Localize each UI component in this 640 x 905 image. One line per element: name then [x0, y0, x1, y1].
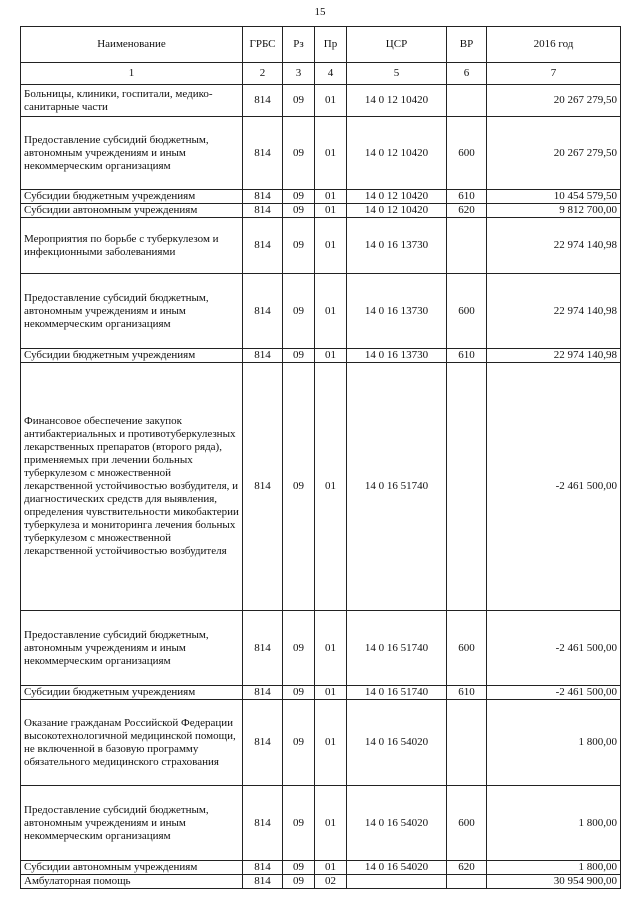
- row-name: Мероприятия по борьбе с туберкулезом и инфекционными заболеваниями: [21, 218, 243, 274]
- row-rz: 09: [283, 611, 315, 686]
- col-header-grbs: ГРБС: [243, 27, 283, 63]
- row-grbs: 814: [243, 875, 283, 889]
- row-pr: 01: [315, 117, 347, 190]
- row-amount: -2 461 500,00: [487, 686, 621, 700]
- row-pr: 02: [315, 875, 347, 889]
- row-rz: 09: [283, 861, 315, 875]
- table-index-row: [21, 63, 621, 85]
- table-row: [21, 190, 621, 204]
- table-header-row: [21, 27, 621, 63]
- row-name: Субсидии бюджетным учреждениям: [21, 190, 243, 204]
- table-row: [21, 363, 621, 611]
- row-amount: -2 461 500,00: [487, 611, 621, 686]
- col-header-year: 2016 год: [487, 27, 621, 63]
- table-row: [21, 861, 621, 875]
- col-header-pr: Пр: [315, 27, 347, 63]
- row-vr: [447, 875, 487, 889]
- row-vr: 600: [447, 786, 487, 861]
- col-header-csr: ЦСР: [347, 27, 447, 63]
- row-name: Амбулаторная помощь: [21, 875, 243, 889]
- col-header-name: Наименование: [21, 27, 243, 63]
- row-csr: 14 0 16 54020: [347, 700, 447, 786]
- row-pr: 01: [315, 686, 347, 700]
- row-amount: 20 267 279,50: [487, 117, 621, 190]
- row-name: Предоставление субсидий бюджетным, автономным учреждениям и иным некоммерческим организациям: [21, 274, 243, 349]
- row-vr: [447, 218, 487, 274]
- row-grbs: 814: [243, 786, 283, 861]
- row-grbs: 814: [243, 274, 283, 349]
- col-index: 5: [347, 63, 447, 85]
- row-csr: 14 0 16 54020: [347, 861, 447, 875]
- row-csr: 14 0 12 10420: [347, 190, 447, 204]
- row-rz: 09: [283, 218, 315, 274]
- row-grbs: 814: [243, 85, 283, 117]
- table-row: [21, 274, 621, 349]
- table-row: [21, 85, 621, 117]
- row-name: Оказание гражданам Российской Федерации высокотехнологичной медицинской помощи, не включенной в базовую программу обязательного медицинского страхования: [21, 700, 243, 786]
- row-pr: 01: [315, 85, 347, 117]
- table-row: [21, 349, 621, 363]
- row-grbs: 814: [243, 204, 283, 218]
- row-vr: 620: [447, 861, 487, 875]
- row-pr: 01: [315, 204, 347, 218]
- row-grbs: 814: [243, 218, 283, 274]
- table-row: [21, 117, 621, 190]
- row-grbs: 814: [243, 700, 283, 786]
- row-amount: 22 974 140,98: [487, 349, 621, 363]
- table-row: [21, 611, 621, 686]
- row-csr: 14 0 16 51740: [347, 611, 447, 686]
- col-index: 7: [487, 63, 621, 85]
- row-vr: 610: [447, 686, 487, 700]
- row-amount: -2 461 500,00: [487, 363, 621, 611]
- row-grbs: 814: [243, 117, 283, 190]
- row-csr: 14 0 16 13730: [347, 349, 447, 363]
- row-rz: 09: [283, 85, 315, 117]
- col-header-rz: Рз: [283, 27, 315, 63]
- col-index: 4: [315, 63, 347, 85]
- page-number: 15: [314, 6, 326, 18]
- row-rz: 09: [283, 686, 315, 700]
- row-pr: 01: [315, 700, 347, 786]
- row-pr: 01: [315, 786, 347, 861]
- row-rz: 09: [283, 786, 315, 861]
- row-amount: 1 800,00: [487, 861, 621, 875]
- row-rz: 09: [283, 117, 315, 190]
- row-rz: 09: [283, 190, 315, 204]
- table-row: [21, 700, 621, 786]
- row-vr: 600: [447, 274, 487, 349]
- row-name: Субсидии бюджетным учреждениям: [21, 686, 243, 700]
- row-vr: [447, 700, 487, 786]
- row-pr: 01: [315, 363, 347, 611]
- row-pr: 01: [315, 274, 347, 349]
- row-csr: 14 0 12 10420: [347, 204, 447, 218]
- table-row: [21, 204, 621, 218]
- table-row: [21, 218, 621, 274]
- row-grbs: 814: [243, 190, 283, 204]
- row-vr: 610: [447, 190, 487, 204]
- row-amount: 1 800,00: [487, 700, 621, 786]
- row-name: Больницы, клиники, госпитали, медико-санитарные части: [21, 85, 243, 117]
- row-vr: 620: [447, 204, 487, 218]
- row-name: Предоставление субсидий бюджетным, автономным учреждениям и иным некоммерческим организациям: [21, 117, 243, 190]
- row-rz: 09: [283, 875, 315, 889]
- row-vr: [447, 85, 487, 117]
- row-pr: 01: [315, 349, 347, 363]
- col-index: 6: [447, 63, 487, 85]
- row-csr: 14 0 16 51740: [347, 686, 447, 700]
- col-index: 3: [283, 63, 315, 85]
- row-csr: 14 0 16 51740: [347, 363, 447, 611]
- row-amount: 20 267 279,50: [487, 85, 621, 117]
- budget-table: [20, 26, 621, 889]
- row-name: Финансовое обеспечение закупок антибактериальных и противотуберкулезных лекарственных препаратов (второго ряда), применяемых при лечении больных туберкулезом с множественной лекарственной устойчивостью возбудителя, и диагностических средств для выявления, определения чувствительности микобактерии туберкулеза и мониторинга лечения больных туберкулезом с множественной лекарственной устойчивостью возбудителя: [21, 363, 243, 611]
- row-amount: 22 974 140,98: [487, 274, 621, 349]
- row-name: Предоставление субсидий бюджетным, автономным учреждениям и иным некоммерческим организациям: [21, 611, 243, 686]
- col-index: 2: [243, 63, 283, 85]
- row-rz: 09: [283, 274, 315, 349]
- row-vr: 600: [447, 117, 487, 190]
- row-name: Субсидии автономным учреждениям: [21, 204, 243, 218]
- row-name: Субсидии автономным учреждениям: [21, 861, 243, 875]
- row-grbs: 814: [243, 861, 283, 875]
- row-vr: [447, 363, 487, 611]
- row-rz: 09: [283, 363, 315, 611]
- row-csr: 14 0 16 13730: [347, 218, 447, 274]
- row-name: Субсидии бюджетным учреждениям: [21, 349, 243, 363]
- row-amount: 1 800,00: [487, 786, 621, 861]
- row-grbs: 814: [243, 686, 283, 700]
- col-index: 1: [21, 63, 243, 85]
- row-rz: 09: [283, 204, 315, 218]
- row-pr: 01: [315, 218, 347, 274]
- row-pr: 01: [315, 190, 347, 204]
- row-amount: 22 974 140,98: [487, 218, 621, 274]
- row-amount: 30 954 900,00: [487, 875, 621, 889]
- row-pr: 01: [315, 611, 347, 686]
- row-amount: 9 812 700,00: [487, 204, 621, 218]
- row-amount: 10 454 579,50: [487, 190, 621, 204]
- table-row: [21, 786, 621, 861]
- table-row: [21, 875, 621, 889]
- row-csr: 14 0 12 10420: [347, 117, 447, 190]
- row-vr: 610: [447, 349, 487, 363]
- row-name: Предоставление субсидий бюджетным, автономным учреждениям и иным некоммерческим организациям: [21, 786, 243, 861]
- row-grbs: 814: [243, 349, 283, 363]
- row-grbs: 814: [243, 363, 283, 611]
- row-csr: 14 0 12 10420: [347, 85, 447, 117]
- col-header-vr: ВР: [447, 27, 487, 63]
- row-pr: 01: [315, 861, 347, 875]
- row-rz: 09: [283, 700, 315, 786]
- row-grbs: 814: [243, 611, 283, 686]
- row-vr: 600: [447, 611, 487, 686]
- row-csr: 14 0 16 54020: [347, 786, 447, 861]
- row-csr: [347, 875, 447, 889]
- table-row: [21, 686, 621, 700]
- row-csr: 14 0 16 13730: [347, 274, 447, 349]
- row-rz: 09: [283, 349, 315, 363]
